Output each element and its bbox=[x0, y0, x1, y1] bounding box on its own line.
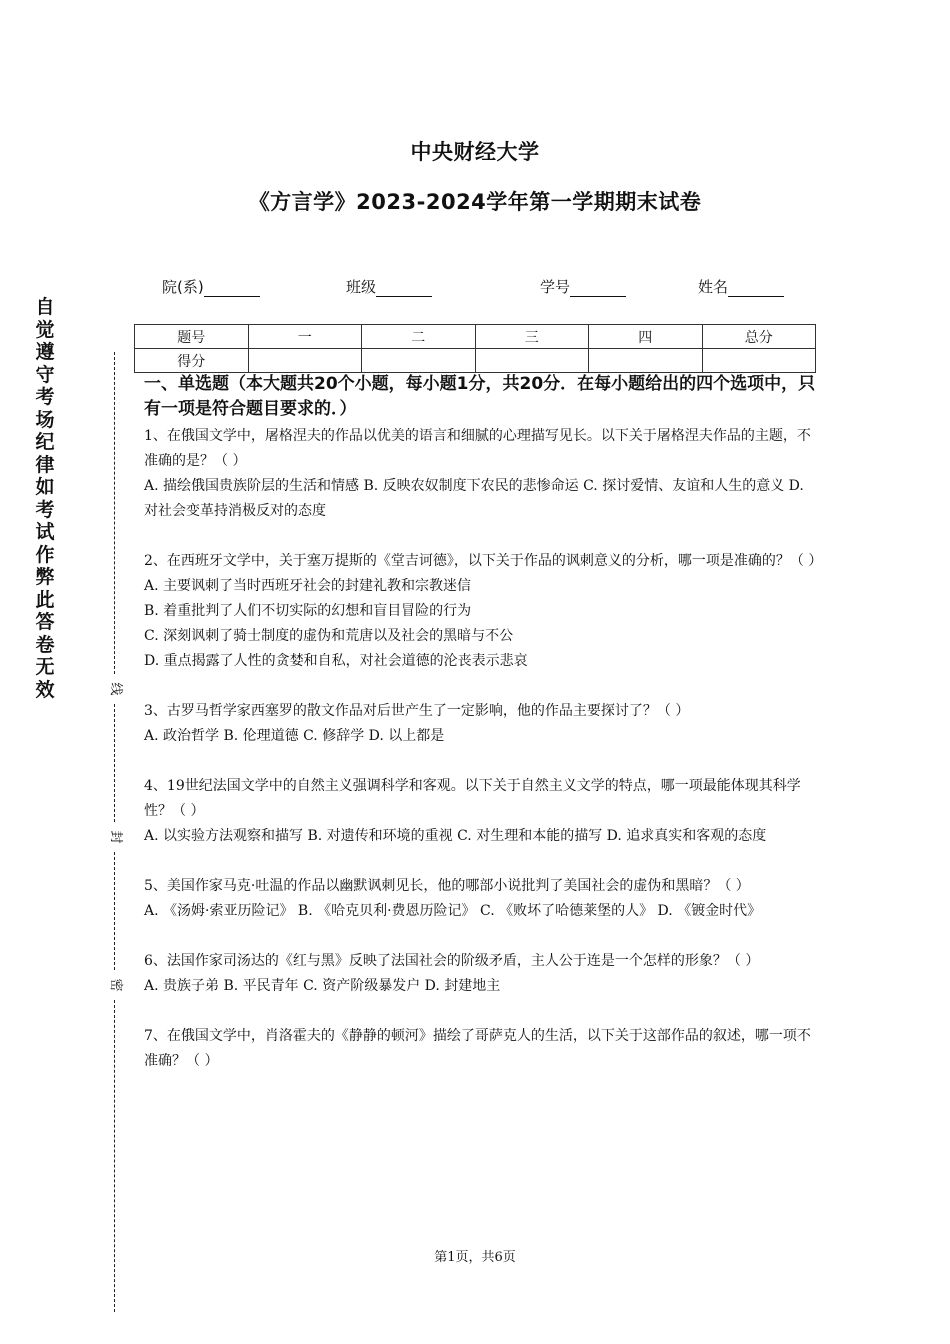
student-id-label: 学号 bbox=[540, 278, 571, 296]
student-id-blank[interactable] bbox=[570, 280, 626, 297]
question-options: A. 政治哲学 B. 伦理道德 C. 修辞学 D. 以上都是 bbox=[144, 728, 445, 744]
question-stem: 3、古罗马哲学家西塞罗的散文作品对后世产生了一定影响，他的作品主要探讨了？（ ） bbox=[144, 703, 690, 719]
question-options: A. 描绘俄国贵族阶层的生活和情感 B. 反映农奴制度下农民的悲惨命运 C. 探讨爱情、友谊和人生的意义 D. 对社会变革持消极反对的态度 bbox=[144, 478, 804, 519]
seal-char-secret: 密 bbox=[106, 976, 124, 994]
score-cell: 一 bbox=[248, 325, 362, 349]
seal-dashed-line bbox=[114, 1000, 115, 1312]
department-field[interactable] bbox=[162, 276, 260, 297]
seal-dashed-line bbox=[114, 352, 115, 674]
seal-dashed-line bbox=[114, 852, 115, 970]
score-input-cell[interactable] bbox=[248, 349, 362, 373]
score-input-cell[interactable] bbox=[589, 349, 703, 373]
score-cell: 总分 bbox=[702, 325, 816, 349]
seal-dashed-line bbox=[114, 704, 115, 822]
exam-content bbox=[144, 372, 823, 1074]
question-options: A. 贵族子弟 B. 平民青年 C. 资产阶级暴发户 D. 封建地主 bbox=[144, 978, 501, 994]
question-option: A. 主要讽刺了当时西班牙社会的封建礼教和宗教迷信 bbox=[144, 578, 472, 594]
department-label: 院(系) bbox=[162, 278, 204, 296]
exam-title: 《方言学》2023-2024学年第一学期期末试卷 bbox=[248, 190, 702, 214]
exam-discipline-notice: 自觉遵守考场纪律如考试作弊此答卷无效 bbox=[35, 296, 55, 701]
question-stem: 5、美国作家马克·吐温的作品以幽默讽刺见长，他的哪部小说批判了美国社会的虚伪和黑暗？（ ） bbox=[144, 878, 750, 894]
question-stem: 1、在俄国文学中，屠格涅夫的作品以优美的语言和细腻的心理描写见长。以下关于屠格涅夫作品的主题，不准确的是？（ ） bbox=[144, 428, 811, 469]
question-stem: 7、在俄国文学中，肖洛霍夫的《静静的顿河》描绘了哥萨克人的生活，以下关于这部作品的叙述，哪一项不准确？（ ） bbox=[144, 1028, 811, 1069]
score-table bbox=[134, 324, 816, 373]
score-cell: 三 bbox=[475, 325, 589, 349]
student-id-field[interactable] bbox=[540, 276, 626, 297]
name-blank[interactable] bbox=[728, 280, 784, 297]
question-stem: 6、法国作家司汤达的《红与黑》反映了法国社会的阶级矛盾，主人公于连是一个怎样的形象？（ ） bbox=[144, 953, 760, 969]
university-title: 中央财经大学 bbox=[410, 140, 540, 164]
score-input-cell[interactable] bbox=[475, 349, 589, 373]
score-input-cell[interactable] bbox=[702, 349, 816, 373]
page-footer: 第1页，共6页 bbox=[434, 1250, 516, 1265]
name-field[interactable] bbox=[698, 276, 784, 297]
question-stem: 2、在西班牙文学中，关于塞万提斯的《堂吉诃德》，以下关于作品的讽刺意义的分析，哪一项是准确的？（ ） bbox=[144, 553, 823, 569]
class-field[interactable] bbox=[346, 276, 432, 297]
class-blank[interactable] bbox=[376, 280, 432, 297]
score-cell: 题号 bbox=[135, 325, 249, 349]
score-table-header-row bbox=[135, 325, 816, 349]
seal-char-seal: 封 bbox=[106, 828, 124, 846]
score-table-score-row bbox=[135, 349, 816, 373]
name-label: 姓名 bbox=[698, 278, 729, 296]
score-cell: 二 bbox=[362, 325, 476, 349]
seal-char-line: 线 bbox=[106, 680, 124, 698]
score-cell: 四 bbox=[589, 325, 703, 349]
question-option: C. 深刻讽刺了骑士制度的虚伪和荒唐以及社会的黑暗与不公 bbox=[144, 628, 514, 644]
question-option: B. 着重批判了人们不切实际的幻想和盲目冒险的行为 bbox=[144, 603, 472, 619]
class-label: 班级 bbox=[346, 278, 377, 296]
student-info-row bbox=[0, 276, 950, 300]
question-stem: 4、19世纪法国文学中的自然主义强调科学和客观。以下关于自然主义文学的特点，哪一项最能体现其科学性？（ ） bbox=[144, 778, 801, 819]
question-option: D. 重点揭露了人性的贪婪和自私，对社会道德的沦丧表示悲哀 bbox=[144, 653, 528, 669]
section-heading: 一、单选题（本大题共20个小题，每小题1分，共20分．在每小题给出的四个选项中，只有一项是符合题目要求的．） bbox=[144, 374, 816, 419]
question-options: A. 《汤姆·索亚历险记》 B. 《哈克贝利·费恩历险记》 C. 《败坏了哈德莱堡的人》 D. 《镀金时代》 bbox=[144, 903, 762, 919]
department-blank[interactable] bbox=[204, 280, 260, 297]
score-row-label: 得分 bbox=[135, 349, 249, 373]
score-input-cell[interactable] bbox=[362, 349, 476, 373]
question-options: A. 以实验方法观察和描写 B. 对遗传和环境的重视 C. 对生理和本能的描写 D. 追求真实和客观的态度 bbox=[144, 828, 767, 844]
